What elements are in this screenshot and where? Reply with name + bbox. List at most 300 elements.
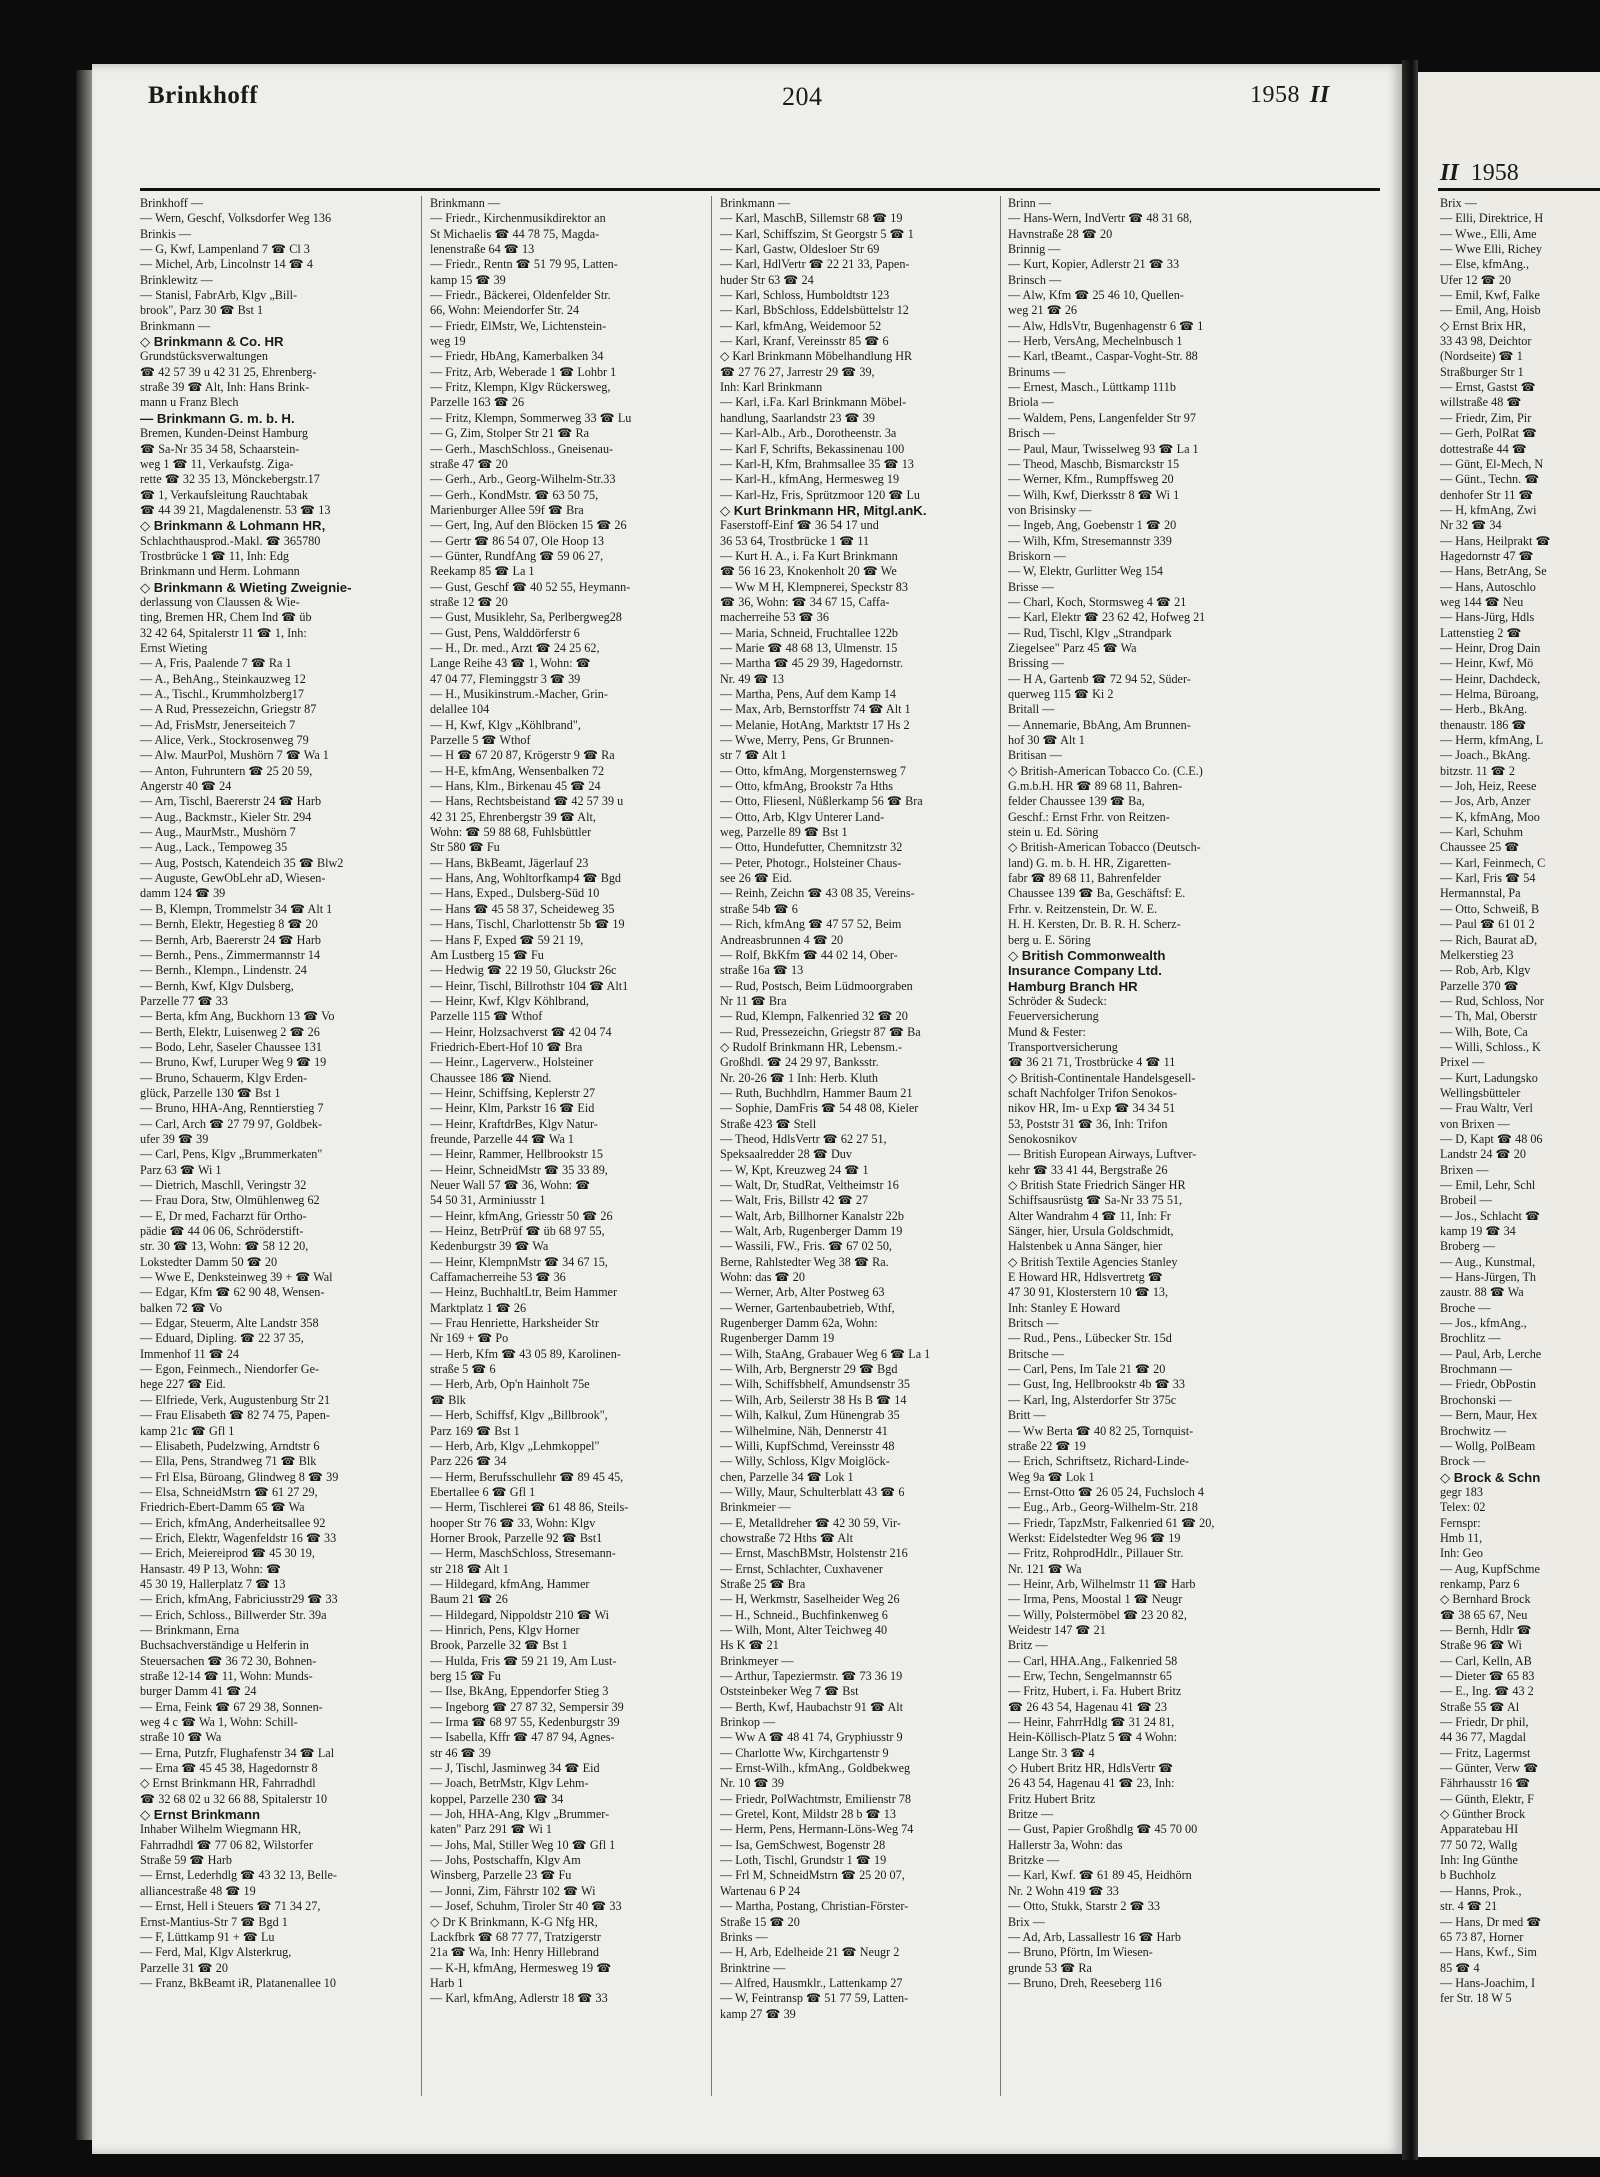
directory-entry-line: Straße 15 ☎ 20 — [720, 1914, 800, 1929]
directory-entry-line: Trostbrücke 1 ☎ 11, Inh: Edg — [140, 548, 290, 563]
directory-entry-line: Lattenstieg 2 ☎ — [1440, 625, 1522, 640]
directory-entry-line: straße 39 ☎ Alt, Inh: Hans Brink- — [140, 380, 310, 395]
directory-entry-line: 77 50 72, Wallg — [1440, 1837, 1518, 1852]
directory-entry-line: schaft Nachfolger Trifon Senokos- — [1008, 1085, 1177, 1100]
directory-entry-line: — Erw, Techn, Sengelmannstr 65 — [1008, 1669, 1172, 1683]
directory-entry-line: berg 15 ☎ Fu — [430, 1669, 501, 1683]
directory-entry-line: — Heinr, Kwf, Klgv Köhlbrand, — [430, 993, 589, 1008]
directory-entry-line: ☎ 27 76 27, Jarrestr 29 ☎ 39, — [720, 364, 875, 379]
directory-entry-line: ◇ Brock & Schn — [1440, 1469, 1541, 1485]
directory-entry-line: Straßburger Str 1 — [1440, 364, 1524, 379]
directory-entry-line: dottestraße 44 ☎ — [1440, 441, 1527, 456]
directory-entry-line: — Ernst, Gastst ☎ — [1440, 380, 1536, 395]
directory-entry-line: ◇ British Commonwealth — [1008, 947, 1166, 963]
directory-entry-line: weg 1 ☎ 11, Verkaufstg. Ziga- — [140, 456, 294, 471]
directory-entry-line: — Rich, kfmAng ☎ 47 57 52, Beim — [720, 917, 902, 932]
directory-entry-line: Brix — — [1440, 196, 1477, 210]
directory-entry-line: ting, Bremen HR, Chem Ind ☎ üb — [140, 610, 312, 625]
directory-entry-line: — British European Airways, Luftver- — [1008, 1147, 1197, 1162]
directory-entry-line: — Wwe, Merry, Pens, Gr Brunnen- — [720, 733, 894, 748]
directory-entry-line: — H-E, kfmAng, Wensenbalken 72 — [430, 763, 605, 778]
directory-entry-line: Fährhausstr 16 ☎ — [1440, 1776, 1531, 1791]
directory-entry-line: — Heinr, Klm, Parkstr 16 ☎ Eid — [430, 1101, 595, 1116]
directory-entry-line: — Wilhelmine, Näh, Dennerstr 41 — [720, 1423, 888, 1438]
directory-entry-line: Wohn: ☎ 59 88 68, Fuhlsbüttler — [430, 825, 592, 840]
directory-entry-line: — Fritz, RohprodHdlr., Pillauer Str. — [1008, 1546, 1184, 1561]
directory-entry-line: — Carl, Kelln, AB — [1440, 1653, 1532, 1668]
directory-entry-line: 85 ☎ 4 — [1440, 1960, 1480, 1975]
facing-volume-numeral: II — [1440, 160, 1459, 186]
directory-entry-line: — Aug, KupfSchme — [1440, 1561, 1540, 1576]
directory-entry-line: Wohn: das ☎ 20 — [720, 1270, 805, 1285]
directory-entry-line: — Günt, El-Mech, N — [1440, 456, 1544, 471]
directory-entry-line: — Karl, tBeamt., Caspar-Voght-Str. 88 — [1008, 349, 1198, 364]
directory-entry-line: Brinktrine — — [720, 1960, 786, 1975]
directory-entry-line: — Max, Arb, Bernstorffstr 74 ☎ Alt 1 — [720, 702, 911, 717]
directory-entry-line: Neuer Wall 57 ☎ 36, Wohn: ☎ — [430, 1178, 591, 1192]
directory-entry-line: — Edgar, Steuerm, Alte Landstr 358 — [140, 1316, 319, 1331]
directory-entry-line: ◇ Brinkmann & Lohmann HR, — [140, 518, 326, 534]
directory-entry-line: — Frl M, SchneidMstrn ☎ 25 20 07, — [720, 1868, 905, 1883]
directory-entry-line: — Dieter ☎ 65 83 — [1440, 1669, 1535, 1683]
directory-entry-line: Brinkmann — — [720, 196, 791, 210]
directory-entry-line: — Herm, Pens, Hermann-Löns-Weg 74 — [720, 1822, 914, 1837]
directory-entry-line: Nr. 49 ☎ 13 — [720, 671, 784, 686]
directory-entry-line: Weg 9a ☎ Lok 1 — [1008, 1469, 1095, 1484]
directory-entry-line: — Friedr., Bäckerei, Oldenfelder Str. — [430, 288, 611, 303]
directory-entry-line: — Karl, Gastw, Oldesloer Str 69 — [720, 242, 880, 257]
directory-entry-line: macherreihe 53 ☎ 36 — [720, 610, 829, 625]
directory-entry-line: — Th, Mal, Oberstr — [1440, 1009, 1537, 1024]
directory-entry-line: Bremen, Kunden-Deinst Hamburg — [140, 426, 308, 441]
directory-entry-line: — Rich, Baurat aD, — [1440, 932, 1538, 947]
directory-entry-line: Grundstücksverwaltungen — [140, 349, 268, 364]
directory-entry-line: burger Damm 41 ☎ 24 — [140, 1684, 257, 1699]
directory-entry-line: Hmb 11, — [1440, 1530, 1483, 1545]
directory-entry-line: — Ruth, Buchhdlrn, Hammer Baum 21 — [720, 1085, 913, 1100]
directory-entry-line: Winsberg, Parzelle 23 ☎ Fu — [430, 1868, 572, 1883]
directory-entry-line: Inh: Geo — [1440, 1546, 1483, 1561]
directory-entry-line: Inh: Stanley E Howard — [1008, 1300, 1121, 1315]
directory-entry-line: — Karl, BbSchloss, Eddelsbüttelstr 12 — [720, 303, 909, 318]
directory-entry-line: — F, Lüttkamp 91 + ☎ Lu — [140, 1929, 275, 1944]
directory-entry-line: Brobeil — — [1440, 1193, 1492, 1208]
directory-entry-line: — Isa, GemSchwest, Bogenstr 28 — [720, 1837, 886, 1852]
directory-entry-line: — Karl, kfmAng, Adlerstr 18 ☎ 33 — [430, 1991, 608, 2006]
directory-entry-line: Brinks — — [720, 1929, 768, 1944]
directory-entry-line: — Heinr, Schiffsing, Keplerstr 27 — [430, 1085, 596, 1100]
directory-entry-line: — Wilh, StaAng, Grabauer Weg 6 ☎ La 1 — [720, 1346, 931, 1361]
directory-entry-line: Str 580 ☎ Fu — [430, 840, 500, 855]
directory-entry-line: — W, Kpt, Kreuzweg 24 ☎ 1 — [720, 1162, 869, 1177]
facing-column — [1440, 196, 1600, 2096]
directory-entry-line: Caffamacherreihe 53 ☎ 36 — [430, 1270, 566, 1285]
directory-entry-line: thenaustr. 186 ☎ — [1440, 717, 1527, 732]
directory-entry-line: Britisan — — [1008, 748, 1062, 763]
directory-entry-line: bitzstr. 11 ☎ 2 — [1440, 763, 1515, 778]
directory-entry-line: straße 54b ☎ 6 — [720, 901, 798, 916]
directory-entry-line: — Eug., Arb., Georg-Wilhelm-Str. 218 — [1008, 1500, 1198, 1515]
directory-entry-line: — Wilh, Arb, Seilerstr 38 Hs B ☎ 14 — [720, 1392, 907, 1407]
directory-entry-line: Geschf.: Ernst Frhr. von Reitzen- — [1008, 809, 1170, 824]
directory-entry-line: — Karl, MaschB, Sillemstr 68 ☎ 19 — [720, 211, 903, 226]
directory-entry-line: Straße 55 ☎ Al — [1440, 1699, 1520, 1714]
directory-entry-line: Hallerstr 3a, Wohn: das — [1008, 1837, 1123, 1852]
directory-entry-line: — Karl, Elektr ☎ 23 62 42, Hofweg 21 — [1008, 610, 1206, 625]
directory-entry-line: — E., Ing. ☎ 43 2 — [1440, 1684, 1534, 1699]
directory-entry-line: Lackfbrk ☎ 68 77 77, Tratzigerstr — [430, 1929, 601, 1944]
directory-entry-line: — Willi, Schloss., K — [1440, 1039, 1541, 1054]
directory-entry-line: — Alfred, Hausmklr., Lattenkamp 27 — [720, 1975, 903, 1990]
directory-entry-line: — Arthur, Tapeziermstr. ☎ 73 36 19 — [720, 1669, 903, 1683]
directory-entry-line: — Rud, Postsch, Beim Lüdmoorgraben — [720, 978, 913, 993]
directory-entry-line: — Fritz, Hubert, i. Fa. Hubert Britz — [1008, 1684, 1182, 1699]
directory-entry-line: — Paul, Maur, Twisselweg 93 ☎ La 1 — [1008, 441, 1199, 456]
directory-entry-line: 21a ☎ Wa, Inh: Henry Hillebrand — [430, 1945, 599, 1960]
directory-entry-line: — Hans-Jürgen, Th — [1440, 1270, 1537, 1285]
directory-entry-line: Nr 32 ☎ 34 — [1440, 518, 1502, 533]
directory-entry-line: Halstenbek u Anna Sänger, hier — [1008, 1239, 1163, 1254]
directory-entry-line: — Bodo, Lehr, Saseler Chaussee 131 — [140, 1039, 322, 1054]
directory-entry-line: renkamp, Parz 6 — [1440, 1576, 1520, 1591]
facing-page-header — [1440, 160, 1531, 187]
directory-entry-line: — Emil, Lehr, Schl — [1440, 1178, 1536, 1192]
directory-entry-line: — Johs, Mal, Stiller Weg 10 ☎ Gfl 1 — [430, 1837, 616, 1852]
directory-entry-line: querweg 115 ☎ Ki 2 — [1008, 687, 1114, 701]
directory-entry-line: — H, kfmAng, Zwi — [1440, 502, 1537, 517]
directory-entry-line: — Ad, FrisMstr, Jenerseiteich 7 — [140, 717, 296, 732]
directory-entry-line: — Ilse, BkAng, Eppendorfer Stieg 3 — [430, 1684, 609, 1699]
header-rule — [140, 188, 1380, 191]
directory-entry-line: grunde 53 ☎ Ra — [1008, 1960, 1092, 1975]
directory-entry-line: — Ww M H, Klempnerei, Speckstr 83 — [720, 579, 908, 594]
directory-entry-line: — Loth, Tischl, Grundstr 1 ☎ 19 — [720, 1853, 887, 1868]
directory-entry-line: — Bern, Maur, Hex — [1440, 1408, 1538, 1423]
directory-entry-line: ◇ Hubert Britz HR, HdlsVertr ☎ — [1008, 1761, 1174, 1776]
directory-entry-line: 42 31 25, Ehrenbergstr 39 ☎ Alt, — [430, 809, 596, 824]
directory-entry-line: Brinkis — — [140, 226, 192, 241]
directory-entry-line: — Karl, i.Fa. Karl Brinkmann Möbel- — [720, 395, 907, 410]
directory-entry-line: — Karl, Kranf, Vereinsstr 85 ☎ 6 — [720, 334, 889, 349]
directory-entry-line: Ernst Wieting — [140, 640, 208, 655]
directory-entry-line: — Gerh., KondMstr. ☎ 63 50 75, — [430, 487, 599, 502]
directory-entry-line: — Karl, HdlVertr ☎ 22 21 33, Papen- — [720, 257, 910, 272]
directory-entry-line: von Brixen — — [1440, 1116, 1510, 1131]
directory-entry-line: Melkerstieg 23 — [1440, 947, 1514, 962]
directory-entry-line: 54 50 31, Arminiusstr 1 — [430, 1193, 546, 1208]
directory-entry-line: — Erich, Schloss., Billwerder Str. 39a — [140, 1607, 327, 1622]
directory-entry-line: — Herb, Arb, Op'n Hainholt 75e — [430, 1377, 590, 1392]
directory-entry-line: ◇ Dr K Brinkmann, K-G Nfg HR, — [430, 1914, 598, 1929]
directory-entry-line: weg 19 — [430, 334, 466, 349]
directory-entry-line: Lange Reihe 43 ☎ 1, Wohn: ☎ — [430, 656, 591, 671]
directory-entry-line: ◇ British Textile Agencies Stanley — [1008, 1254, 1178, 1269]
directory-entry-line: — Friedr, PolWachtmstr, Emilienstr 78 — [720, 1791, 911, 1806]
directory-entry-line: — Heinr, Dachdeck, — [1440, 671, 1541, 686]
directory-entry-line: — Wwe Elli, Richey — [1440, 242, 1542, 257]
directory-entry-line: Telex: 02 — [1440, 1500, 1486, 1515]
directory-entry-line: von Brisinsky — — [1008, 502, 1092, 517]
column-divider — [421, 196, 422, 2096]
directory-entry-line: Alter Wandrahm 4 ☎ 11, Inh: Fr — [1008, 1208, 1171, 1223]
directory-entry-line: ☎ Sa-Nr 35 34 58, Schaarstein- — [140, 441, 300, 456]
directory-entry-line: — Wilh, Schiffsbhelf, Amundsenstr 35 — [720, 1377, 910, 1392]
directory-entry-line: — Aug., Kunstmal, — [1440, 1254, 1536, 1269]
directory-entry-line: — Dietrich, Maschll, Veringstr 32 — [140, 1178, 307, 1192]
directory-entry-line: — Ernst, MaschBMstr, Holstenstr 216 — [720, 1546, 908, 1561]
directory-entry-line: — Bruno, Schauerm, Klgv Erden- — [140, 1070, 308, 1085]
directory-entry-line: Brock — — [1440, 1454, 1486, 1469]
directory-entry-line: Kedenburgstr 39 ☎ Wa — [430, 1239, 549, 1254]
directory-entry-line: Brinums — — [1008, 364, 1066, 379]
directory-entry-line: — Hildegard, kfmAng, Hammer — [430, 1576, 590, 1591]
directory-entry-line: weg 144 ☎ Neu — [1440, 594, 1524, 609]
directory-entry-line: — Hulda, Fris ☎ 59 21 19, Am Lust- — [430, 1653, 617, 1668]
directory-entry-line: — Ernst, Hell i Steuers ☎ 71 34 27, — [140, 1899, 321, 1914]
directory-entry-line: ☎ 42 57 39 u 42 31 25, Ehrenberg- — [140, 364, 317, 379]
directory-entry-line: Horner Brook, Parzelle 92 ☎ Bst1 — [430, 1530, 603, 1545]
directory-entry-line: Nr 11 ☎ Bra — [720, 993, 787, 1008]
directory-entry-line: straße 16a ☎ 13 — [720, 963, 804, 978]
directory-entry-line: — Hans, Ang, Wohltorfkamp4 ☎ Bgd — [430, 871, 622, 886]
directory-entry-line: — Irma, Pens, Moostal 1 ☎ Neugr — [1008, 1592, 1183, 1607]
directory-entry-line: E Howard HR, Hdlsvertretg ☎ — [1008, 1270, 1163, 1285]
directory-entry-line: Brinkmeyer — — [720, 1653, 794, 1668]
directory-entry-line: — Ella, Pens, Strandweg 71 ☎ Blk — [140, 1454, 317, 1469]
directory-entry-line: hof 30 ☎ Alt 1 — [1008, 733, 1085, 748]
directory-entry-line: — Gust, Papier Großhdlg ☎ 45 70 00 — [1008, 1822, 1198, 1837]
directory-entry-line: — Irma ☎ 68 97 55, Kedenburgstr 39 — [430, 1715, 620, 1730]
directory-entry-line: — Herm, Tischlerei ☎ 61 48 86, Steils- — [430, 1500, 629, 1515]
directory-entry-line: Broche — — [1440, 1300, 1491, 1315]
directory-entry-line: — Paul ☎ 61 01 2 — [1440, 917, 1535, 932]
directory-entry-line: — Joach, BetrMstr, Klgv Lehm- — [430, 1776, 589, 1791]
directory-entry-line: (Nordseite) ☎ 1 — [1440, 349, 1523, 364]
directory-entry-line: Rugenberger Damm 62a, Wohn: — [720, 1316, 878, 1331]
directory-entry-line: ◇ Ernst Brix HR, — [1440, 318, 1526, 333]
directory-entry-line: — Wilh, Arb, Bergnerstr 29 ☎ Bgd — [720, 1362, 898, 1377]
directory-entry-line: — Hans, Kwf., Sim — [1440, 1945, 1537, 1960]
directory-entry-line: — Theod, Maschb, Bismarckstr 15 — [1008, 456, 1180, 471]
directory-entry-line: Faserstoff-Einf ☎ 36 54 17 und — [720, 518, 879, 533]
directory-entry-line: Ufer 12 ☎ 20 — [1440, 272, 1512, 287]
directory-entry-line: — Hedwig ☎ 22 19 50, Gluckstr 26c — [430, 963, 617, 978]
directory-entry-line: — Frau Dora, Stw, Olmühlenweg 62 — [140, 1193, 320, 1208]
directory-entry-line: — Jos., Schlacht ☎ — [1440, 1208, 1541, 1223]
directory-entry-line: — Friedr, TapzMstr, Falkenried 61 ☎ 20, — [1008, 1515, 1215, 1530]
directory-entry-line: str. 30 ☎ 13, Wohn: ☎ 58 12 20, — [140, 1239, 309, 1254]
directory-entry-line: — Bruno, Dreh, Reeseberg 116 — [1008, 1975, 1162, 1990]
directory-entry-line: — Heinr, SchneidMstr ☎ 35 33 89, — [430, 1162, 608, 1177]
directory-entry-line: — Carl, HHA.Ang., Falkenried 58 — [1008, 1653, 1178, 1668]
directory-entry-line: Brochonski — — [1440, 1392, 1512, 1407]
directory-entry-line: — Frau Elisabeth ☎ 82 74 75, Papen- — [140, 1408, 330, 1423]
directory-entry-line: Straße 96 ☎ Wi — [1440, 1638, 1522, 1653]
directory-entry-line: — Otto, kfmAng, Morgensternsweg 7 — [720, 763, 906, 778]
directory-entry-line: Marktplatz 1 ☎ 26 — [430, 1300, 527, 1315]
directory-entry-line: Hamburg Branch HR — [1008, 978, 1138, 994]
directory-entry-line: Nr. 20-26 ☎ 1 Inh: Herb. Kluth — [720, 1070, 879, 1085]
directory-entry-line: — Erich, kfmAng, Fabriciusstr29 ☎ 33 — [140, 1592, 338, 1607]
directory-entry-line: chowstraße 72 Hths ☎ Alt — [720, 1530, 853, 1545]
directory-entry-line: — Ingeb, Ang, Goebenstr 1 ☎ 20 — [1008, 518, 1177, 533]
directory-entry-line: H. H. Kersten, Dr. B. R. H. Scherz- — [1008, 917, 1181, 932]
directory-entry-line: — Else, kfmAng., — [1440, 257, 1530, 272]
directory-entry-line: Hermannstal, Pa — [1440, 886, 1521, 901]
directory-entry-line: Brook, Parzelle 32 ☎ Bst 1 — [430, 1638, 568, 1653]
directory-entry-line: Parz 63 ☎ Wi 1 — [140, 1162, 222, 1177]
directory-entry-line: ◇ British State Friedrich Sänger HR — [1008, 1178, 1186, 1192]
directory-entry-line: — Ingeborg ☎ 27 87 32, Sempersir 39 — [430, 1699, 624, 1714]
directory-entry-line: Baum 21 ☎ 26 — [430, 1592, 508, 1607]
directory-entry-line: Landstr 24 ☎ 20 — [1440, 1147, 1526, 1162]
directory-entry-line: — Gust, Musiklehr, Sa, Perlbergweg28 — [430, 610, 622, 625]
directory-entry-line: fer Str. 18 W 5 — [1440, 1991, 1512, 2006]
directory-entry-line: — Paul, Arb, Lerche — [1440, 1346, 1542, 1361]
directory-entry-line: Brinsch — — [1008, 272, 1062, 287]
directory-entry-line: Broberg — — [1440, 1239, 1495, 1254]
directory-entry-line: — Maria, Schneid, Fruchtallee 122b — [720, 625, 899, 640]
directory-entry-line: Nr. 2 Wohn 419 ☎ 33 — [1008, 1883, 1119, 1898]
directory-entry-line: 32 42 64, Spitalerstr 11 ☎ 1, Inh: — [140, 625, 307, 640]
directory-entry-line: Parzelle 115 ☎ Wthof — [430, 1009, 543, 1024]
directory-entry-line: — Martha, Postang, Christian-Förster- — [720, 1899, 909, 1914]
directory-entry-line: — Fritz, Klempn, Klgv Rückersweg, — [430, 380, 611, 395]
directory-entry-line: balken 72 ☎ Vo — [140, 1300, 223, 1315]
directory-entry-line: Britsche — — [1008, 1346, 1064, 1361]
directory-entry-line: Parz 226 ☎ 34 — [430, 1454, 507, 1469]
directory-entry-line: G.m.b.H. HR ☎ 89 68 11, Bahren- — [1008, 779, 1183, 794]
directory-entry-line: 45 30 19, Hallerplatz 7 ☎ 13 — [140, 1576, 286, 1591]
directory-entry-line: — Charlotte Ww, Kirchgartenstr 9 — [720, 1745, 889, 1760]
directory-entry-line: — Ww A ☎ 48 41 74, Gryphiusstr 9 — [720, 1730, 903, 1745]
directory-entry-line: — Otto, kfmAng, Brookstr 7a Hths — [720, 779, 893, 794]
directory-entry-line: Brinkhoff — — [140, 196, 204, 210]
directory-entry-line: brook", Parz 30 ☎ Bst 1 — [140, 303, 264, 318]
directory-entry-line: str. 4 ☎ 21 — [1440, 1899, 1498, 1914]
directory-entry-line: — Werner, Kfm., Rumpffsweg 20 — [1008, 472, 1174, 487]
directory-entry-line: Speksaalredder 28 ☎ Duv — [720, 1147, 852, 1162]
directory-entry-line: — Hinrich, Pens, Klgv Horner — [430, 1622, 580, 1637]
directory-entry-line: — Hans, Heilprakt ☎ — [1440, 533, 1551, 548]
directory-entry-line: — H., Dr. med., Arzt ☎ 24 25 62, — [430, 640, 600, 655]
directory-entry-line: — Bruno, Kwf, Luruper Weg 9 ☎ 19 — [140, 1055, 327, 1070]
directory-entry-line: Brinkmeier — — [720, 1500, 791, 1515]
directory-entry-line: — Karl, kfmAng, Weidemoor 52 — [720, 318, 882, 333]
directory-entry-line: — Arn, Tischl, Baererstr 24 ☎ Harb — [140, 794, 322, 809]
directory-entry-line: — G, Kwf, Lampenland 7 ☎ Cl 3 — [140, 242, 310, 257]
directory-entry-line: — K, kfmAng, Moo — [1440, 809, 1540, 824]
directory-entry-line: — Günter, Verw ☎ — [1440, 1761, 1539, 1776]
directory-entry-line: — Jos., kfmAng., — [1440, 1316, 1527, 1331]
directory-entry-line: freunde, Parzelle 44 ☎ Wa 1 — [430, 1131, 574, 1146]
directory-entry-line: denhofer Str 11 ☎ — [1440, 487, 1534, 502]
directory-entry-line: — Bernh, Hdlr ☎ — [1440, 1622, 1532, 1637]
directory-entry-line: — H, Werkmstr, Saselheider Weg 26 — [720, 1592, 900, 1607]
directory-entry-line: — Joach., BkAng. — [1440, 748, 1531, 763]
directory-entry-line: — Egon, Feinmech., Niendorfer Ge- — [140, 1362, 320, 1377]
directory-entry-line: 47 04 77, Fleminggstr 3 ☎ 39 — [430, 671, 581, 686]
directory-entry-line: kamp 21c ☎ Gfl 1 — [140, 1423, 235, 1438]
directory-entry-line: — Karl, Schiffszim, St Georgstr 5 ☎ 1 — [720, 226, 914, 241]
directory-entry-line: — Alice, Verk., Stockrosenweg 79 — [140, 733, 309, 748]
directory-entry-line: — Karl, Schuhm — [1440, 825, 1523, 840]
directory-entry-line: — Aug., Backmstr., Kieler Str. 294 — [140, 809, 312, 824]
directory-entry-line: — Hans, Klm., Birkenau 45 ☎ 24 — [430, 779, 601, 794]
directory-entry-line: Ziegelsee" Parz 45 ☎ Wa — [1008, 640, 1137, 655]
directory-entry-line: — Friedr, ElMstr, We, Lichtenstein- — [430, 318, 607, 333]
directory-entry-line: Nr. 121 ☎ Wa — [1008, 1561, 1082, 1576]
directory-entry-line: Transportversicherung — [1008, 1039, 1118, 1054]
directory-entry-line: str 218 ☎ Alt 1 — [430, 1561, 509, 1576]
directory-entry-line: — Karl, Feinmech, C — [1440, 855, 1546, 870]
directory-entry-line: 26 43 54, Hagenau 41 ☎ 23, Inh: — [1008, 1776, 1175, 1791]
directory-entry-line: ☎ 38 65 67, Neu — [1440, 1607, 1528, 1622]
directory-entry-line: — Gust, Ing, Hellbrookstr 4b ☎ 33 — [1008, 1377, 1185, 1392]
directory-entry-line: — Karl, Kwf. ☎ 61 89 45, Heidhörn — [1008, 1868, 1192, 1883]
directory-entry-line: — Willy, Schloss, Klgv Moiglöck- — [720, 1454, 890, 1469]
directory-entry-line: fabr ☎ 89 68 11, Bahrenfelder — [1008, 871, 1161, 886]
directory-entry-line: — Bruno, HHA-Ang, Renntierstieg 7 — [140, 1101, 324, 1116]
directory-entry-line: — Elisabeth, Pudelzwing, Arndtstr 6 — [140, 1438, 320, 1453]
directory-entry-line: Brochlitz — — [1440, 1331, 1501, 1346]
column-divider — [1000, 196, 1001, 2096]
directory-entry-line: Friedrich-Ebert-Hof 10 ☎ Bra — [430, 1039, 583, 1054]
directory-entry-line: — K-H, kfmAng, Hermesweg 19 ☎ — [430, 1960, 612, 1975]
directory-entry-line: ☎ 1, Verkaufsleitung Rauchtabak — [140, 487, 308, 502]
directory-entry-line: — Hans, Tischl, Charlottenstr 5b ☎ 19 — [430, 917, 625, 932]
directory-entry-line: — Ernest, Masch., Lüttkamp 111b — [1008, 380, 1176, 395]
directory-entry-line: — Bruno, Pförtn, Im Wiesen- — [1008, 1945, 1153, 1960]
directory-entry-line: Brinkmann — — [140, 318, 211, 333]
directory-entry-line: — Emil, Ang, Hoisb — [1440, 303, 1541, 318]
directory-entry-line: ◇ Ernst Brinkmann HR, Fahrradhdl — [140, 1776, 316, 1791]
directory-entry-line: Brinkmann — — [430, 196, 501, 210]
directory-entry-line: ◇ Karl Brinkmann Möbelhandlung HR — [720, 349, 913, 364]
directory-entry-line: kehr ☎ 33 41 44, Bergstraße 26 — [1008, 1162, 1168, 1177]
directory-entry-line: — Werner, Arb, Alter Postweg 63 — [720, 1285, 885, 1300]
directory-entry-line: — Frl Elsa, Büroang, Glindweg 8 ☎ 39 — [140, 1469, 339, 1484]
directory-entry-line: — Heinz, BuchhaltLtr, Beim Hammer — [430, 1285, 618, 1300]
directory-entry-line: — Alw, HdlsVtr, Bugenhagenstr 6 ☎ 1 — [1008, 318, 1204, 333]
directory-entry-line: — Josef, Schuhm, Tiroler Str 40 ☎ 33 — [430, 1899, 622, 1914]
guide-word: Brinkhoff — [148, 82, 259, 109]
directory-entry-line: Briola — — [1008, 395, 1054, 410]
directory-entry-line: — Brinkmann, Erna — [140, 1622, 240, 1637]
directory-entry-line: — A Rud, Pressezeichn, Griegstr 87 — [140, 702, 317, 717]
directory-entry-line: Wellingsbütteler — [1440, 1085, 1521, 1100]
directory-entry-line: Großhdl. ☎ 24 29 97, Banksstr. — [720, 1055, 879, 1070]
book-gutter — [1402, 60, 1418, 2160]
directory-entry-line: — Ernst-Otto ☎ 26 05 24, Fuchsloch 4 — [1008, 1484, 1204, 1499]
directory-entry-line: — Heinr, Rammer, Hellbrookstr 15 — [430, 1147, 603, 1162]
directory-entry-line: — Fritz, Lagermst — [1440, 1745, 1531, 1760]
directory-entry-line: — Herb, Kfm ☎ 43 05 89, Karolinen- — [430, 1346, 621, 1361]
directory-entry-line: Brisse — — [1008, 579, 1054, 594]
facing-year: 1958 — [1470, 160, 1519, 186]
directory-entry-line: — Otto, Schweiß, B — [1440, 901, 1540, 916]
directory-entry-line: Britsch — — [1008, 1316, 1059, 1331]
directory-entry-line: Brochmann — — [1440, 1362, 1513, 1377]
directory-entry-line: — Heinr, Holzsachverst ☎ 42 04 74 — [430, 1024, 612, 1039]
directory-entry-line: Friedrich-Ebert-Damm 65 ☎ Wa — [140, 1500, 305, 1515]
directory-entry-line: kamp 27 ☎ 39 — [720, 2006, 796, 2021]
directory-entry-line: — Herb, Schiffsf, Klgv „Billbrook", — [430, 1408, 608, 1423]
directory-entry-line: — Heinr, Drog Dain — [1440, 640, 1541, 655]
directory-entry-line: — Kurt, Kopier, Adlerstr 21 ☎ 33 — [1008, 257, 1180, 272]
directory-entry-line: — Herm, Berufsschullehr ☎ 89 45 45, — [430, 1469, 624, 1484]
directory-entry-line: Andreasbrunnen 4 ☎ 20 — [720, 932, 844, 947]
